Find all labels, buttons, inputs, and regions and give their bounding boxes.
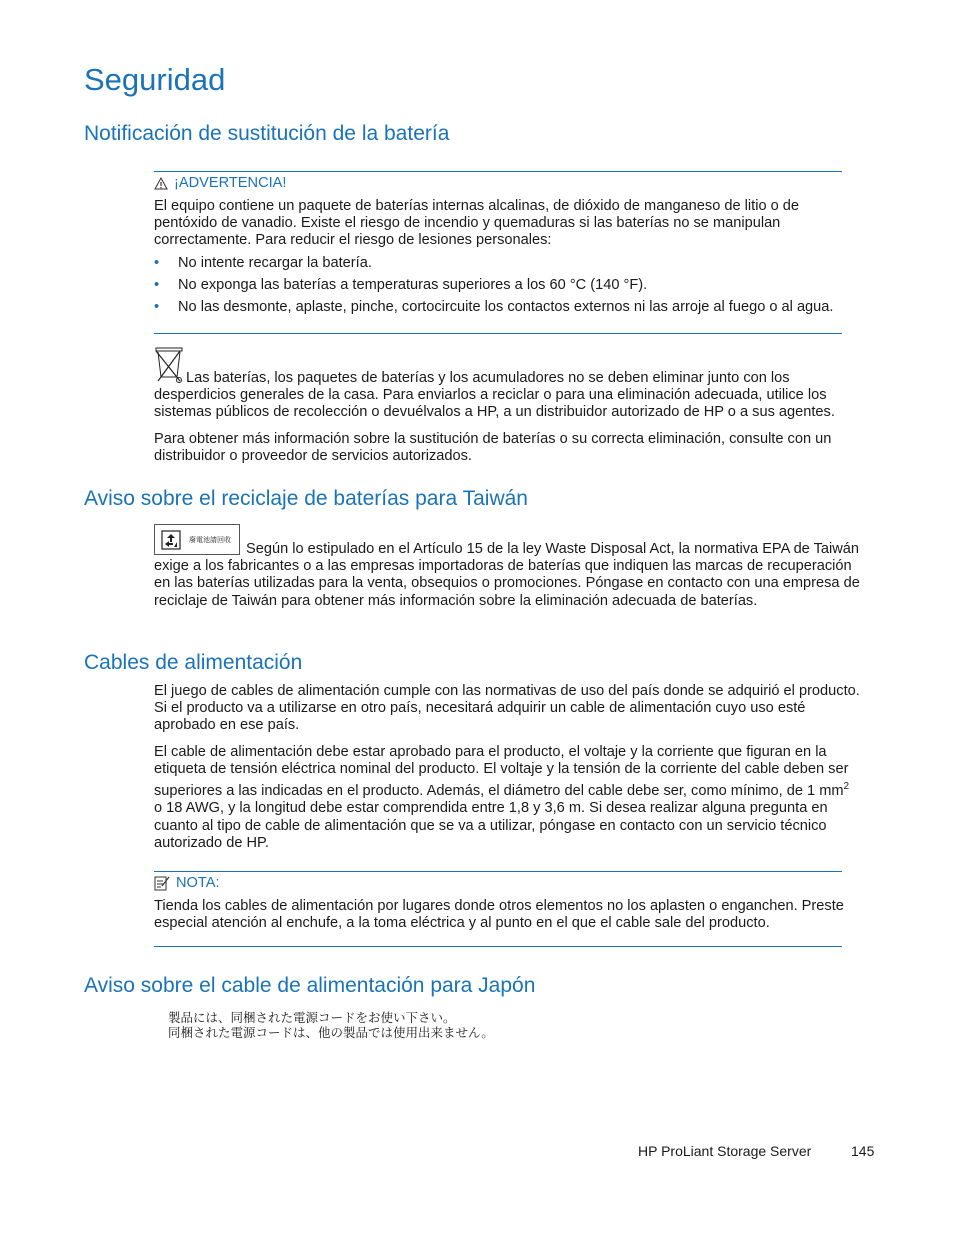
taiwan-text: Según lo estipulado en el Artículo 15 de la ley Waste Disposal Act, la normativa EPA de Taiwán exige a los fabricantes o a las empresas importadoras de baterías que indiquen las marcas de recuperación en las baterías utilizadas para la venta, obsequios o promociones. Póngase en contacto con una empresa de reciclaje de Taiwán para obtener más información sobre la eliminación adecuada de baterías. [154, 541, 860, 609]
divider [154, 871, 842, 872]
warning-bullet-list [154, 255, 854, 321]
section-heading-japan: Aviso sobre el cable de alimentación para Japón [84, 974, 536, 997]
warning-label-text: ¡ADVERTENCIA! [174, 175, 287, 191]
note-label-text: NOTA: [176, 875, 220, 891]
section-heading-power-cords: Cables de alimentación [84, 651, 303, 674]
disposal-text: Las baterías, los paquetes de baterías y los acumuladores no se deben eliminar junto con los desperdicios generales de la casa. Para enviarlos a reciclar o para una eliminación adecuada, utilice los sistemas públicos de recolección o devuélvalos a HP, a un distribuidor autorizado de HP o a sus agentes. [154, 370, 835, 421]
page-title: Seguridad [84, 62, 226, 97]
section-heading-taiwan: Aviso sobre el reciclaje de baterías para Taiwán [84, 487, 528, 510]
more-info-text: Para obtener más información sobre la sustitución de baterías o su correcta eliminación, consulte con un distribuidor o proveedor de servicios autorizados. [154, 431, 832, 465]
divider [154, 946, 842, 947]
warning-text: El equipo contiene un paquete de baterías internas alcalinas, de dióxido de manganeso de litio o de pentóxido de vanadio. Existe el riesgo de incendio y quemaduras si las baterías no se manipulan correctamente. Para reducir el riesgo de lesiones personales: [154, 198, 800, 249]
note-icon [154, 875, 170, 891]
power-cords-paragraph-1: El juego de cables de alimentación cumple con las normativas de uso del país donde se adquirió el producto. Si el producto va a utilizarse en otro país, necesitará adquirir un cable de alimentación cuyo uso esté aprobado en ese país. [154, 683, 860, 734]
warning-label [154, 175, 286, 191]
section-heading-battery: Notificación de sustitución de la batería [84, 122, 450, 145]
note-text: Tienda los cables de alimentación por lugares donde otros elementos no los aplasten o enganchen. Preste especial atención al enchufe, a la toma eléctrica y al punto en el que el cable sale del producto. [154, 898, 844, 932]
divider [154, 333, 842, 334]
divider [154, 171, 842, 172]
japan-notice-line-1: 製品には、同梱された電源コードをお使い下さい。 [168, 1010, 456, 1025]
note-label [154, 875, 220, 891]
footer-product: HP ProLiant Storage Server [638, 1143, 812, 1159]
warning-icon [154, 177, 168, 190]
power-cords-paragraph-2: El cable de alimentación debe estar aprobado para el producto, el voltaje y la corriente que figuran en la etiqueta de tensión eléctrica nominal del producto. El voltaje y la tensión de la corriente del cable deben ser superiores a las indicadas en el producto. Además, el diámetro del cable debe ser, como mínimo, de 1 $mm^2$ o 18 AWG, y la longitud debe estar comprendida entre 1,8 y 3,6 m. Si desea realizar alguna pregunta en cuanto al tipo de cable de alimentación que se va a utilizar, póngase en contacto con un servicio técnico autorizado de HP. [154, 744, 850, 851]
list-item: • No intente recargar la batería. [154, 255, 372, 271]
list-item: • No exponga las baterías a temperaturas superiores a los 60 °C (140 °F). [154, 277, 648, 293]
list-item: • No las desmonte, aplaste, pinche, cortocircuite los contactos externos ni las arroje al fuego o al agua. [154, 299, 834, 315]
page-number: 145 [851, 1143, 875, 1159]
japan-notice-line-2: 同梱された電源コードは、他の製品では使用出来ません。 [168, 1025, 494, 1040]
taiwan-logo-text: 廢電池請回收 [189, 535, 231, 544]
